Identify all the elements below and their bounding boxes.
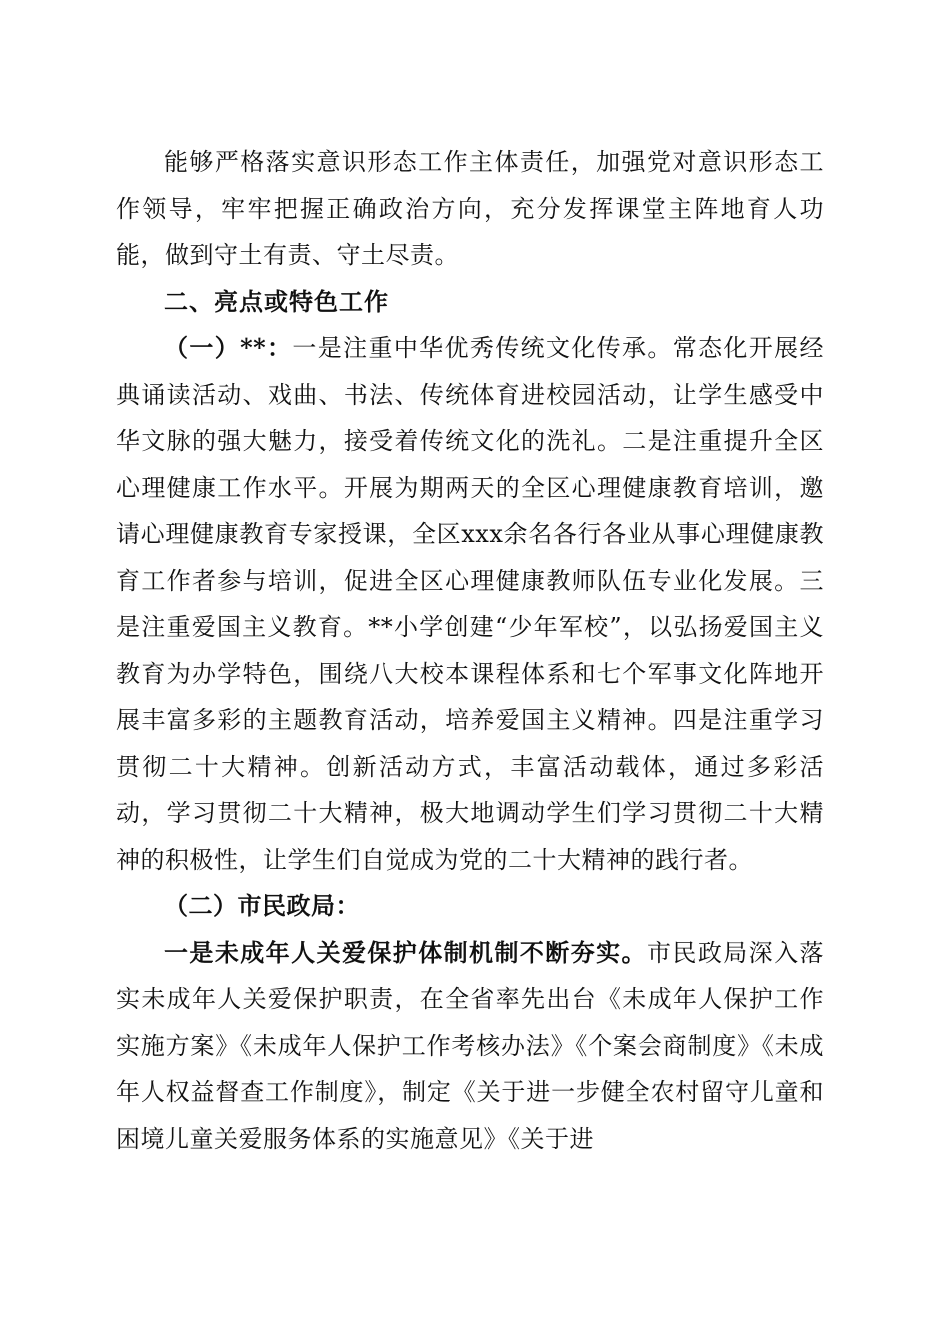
paragraph-section-1 (116, 325, 824, 883)
section-2-lead: 一是未成年人关爱保护体制机制不断夯实。 (164, 937, 647, 967)
paragraph-intro: 能够严格落实意识形态工作主体责任，加强党对意识形态工作领导，牢牢把握正确政治方向，充分发挥课堂主阵地育人功能，做到守土有责、守土尽责。 (116, 148, 824, 269)
section-1-text: 一是注重中华优秀传统文化传承。常态化开展经典诵读活动、戏曲、书法、传统体育进校园活动，让学生感受中华文脉的强大魅力，接受着传统文化的洗礼。二是注重提升全区心理健康工作水平。开展为期两天的全区心理健康教育培训，邀请心理健康教育专家授课，全区xxx余名各行各业从事心理健康教育工作者参与培训，促进全区心理健康教师队伍专业化发展。三是注重爱国主义教育。**小学创建“少年军校”，以弘扬爱国主义教育为办学特色，围绕八大校本课程体系和七个军事文化阵地开展丰富多彩的主题教育活动，培养爱国主义精神。四是注重学习贯彻二十大精神。创新活动方式，丰富活动载体，通过多彩活动，学习贯彻二十大精神，极大地调动学生们学习贯彻二十大精神的积极性，让学生们自觉成为党的二十大精神的践行者。 (116, 334, 825, 874)
section-1-lead: （一）**： (164, 333, 293, 362)
document-body (116, 139, 824, 1162)
paragraph-section-2 (116, 930, 824, 1163)
section-2-text: 市民政局深入落实未成年人关爱保护职责，在全省率先出台《未成年人保护工作实施方案》《未成年人保护工作考核办法》《个案会商制度》《未成年人权益督查工作制度》，制定《关于进一步健全农村留守儿童和困境儿童关爱服务体系的实施意见》《关于进 (116, 938, 825, 1153)
section-heading: 二、亮点或特色工作 (164, 287, 389, 316)
subsection-heading-2: （二）市民政局： (164, 891, 360, 920)
